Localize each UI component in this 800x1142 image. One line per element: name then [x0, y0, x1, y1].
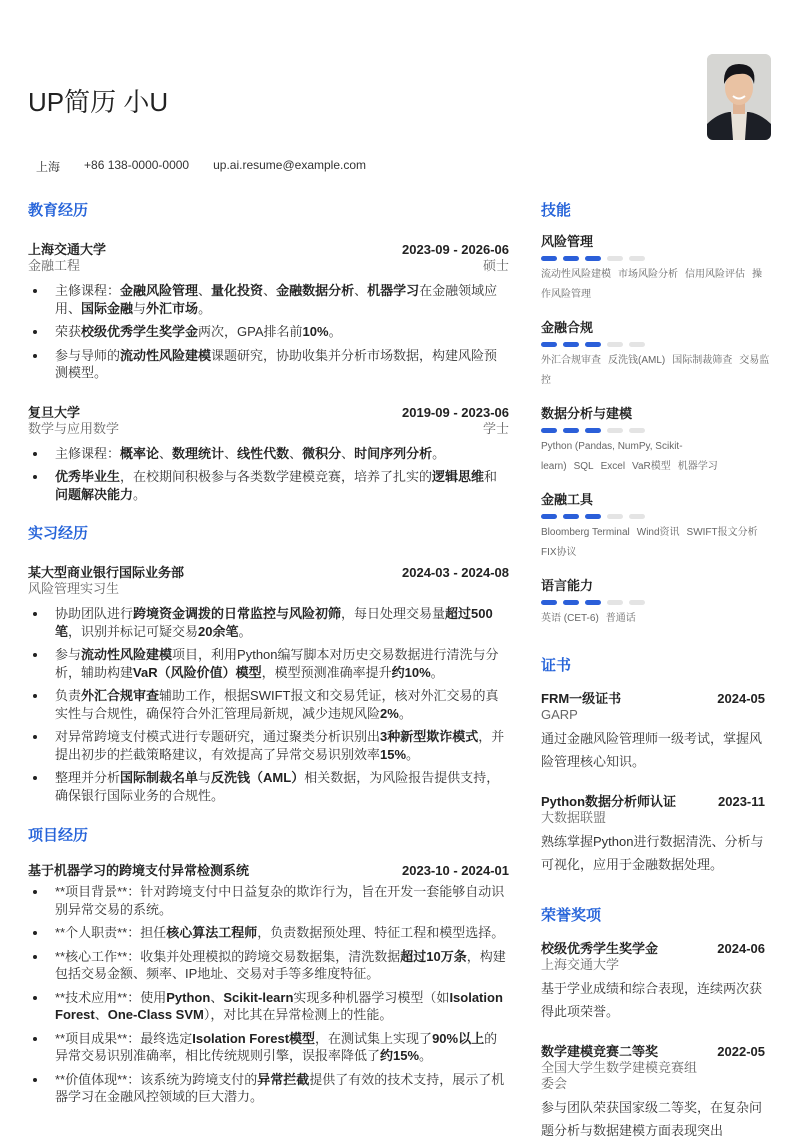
skill-item — [541, 577, 771, 629]
bold-text: 微积分 — [302, 445, 342, 461]
bold-text: 90%以上 — [432, 1030, 485, 1046]
entry-date: 2023-10 - 2024-01 — [402, 863, 509, 878]
bold-text: 15% — [380, 746, 407, 762]
skill-tag: 外汇合规审查 — [541, 355, 601, 366]
text: 。 — [419, 1048, 433, 1063]
entry-subtitle — [28, 421, 509, 437]
bold-text: 20余笔 — [198, 623, 239, 639]
bullet-item — [28, 468, 509, 503]
level-dot-empty — [629, 256, 645, 261]
level-dot-filled — [585, 342, 601, 347]
bold-text: 金融数据分析 — [276, 283, 355, 298]
level-dot-empty — [629, 342, 645, 347]
text: 。 — [133, 486, 147, 502]
skill-tags — [541, 609, 771, 629]
item-header — [541, 690, 771, 707]
text: ，每日处理交易量 — [341, 606, 446, 621]
item-date: 2023-11 — [718, 794, 765, 809]
text: 荣获 — [55, 324, 82, 339]
level-dot-filled — [541, 342, 557, 347]
skill-level-indicator — [541, 256, 771, 261]
entry-title: 基于机器学习的跨境支付异常检测系统 — [28, 863, 250, 878]
skill-name: 金融合规 — [541, 320, 594, 335]
text: ，负责数据预处理、特征工程和模型选择。 — [257, 925, 505, 940]
level-dot-filled — [585, 514, 601, 519]
item-title: Python数据分析师认证 — [541, 794, 677, 809]
skill-tag: 交易监控 — [541, 355, 770, 386]
projects-section — [28, 826, 509, 1106]
text: 整理并分析 — [55, 770, 121, 785]
text: 与 — [133, 300, 147, 316]
level-dot-filled — [541, 428, 557, 433]
section-title: 项目经历 — [28, 827, 89, 844]
bullet-item — [28, 728, 509, 763]
main-column — [28, 201, 509, 1112]
bold-text: 量化投资 — [211, 283, 264, 298]
awards-section — [541, 906, 771, 1142]
bullet-item — [28, 445, 509, 463]
profile-photo — [707, 54, 771, 140]
skill-level-indicator — [541, 514, 771, 519]
bullet-item — [28, 883, 509, 918]
entry — [28, 241, 509, 382]
item-title: 校级优秀学生奖学金 — [541, 941, 659, 956]
item-issuer: 大数据联盟 — [541, 810, 607, 825]
bold-text: 外汇市场 — [146, 300, 199, 316]
bold-text: 流动性风险建模 — [120, 347, 212, 363]
level-dot-filled — [563, 514, 579, 519]
level-dot-empty — [629, 428, 645, 433]
text: 。 — [328, 324, 342, 339]
bold-text: 时间序列分析 — [354, 445, 433, 461]
level-dot-empty — [607, 342, 623, 347]
skill-tag: 流动性风险建模 — [541, 269, 611, 280]
skill-tag: Wind资讯 — [636, 527, 680, 538]
bold-text: 跨境资金调拨的日常监控与风险初筛 — [133, 606, 342, 621]
skill-name: 金融工具 — [541, 492, 594, 507]
text: 、 — [94, 1007, 108, 1022]
text: 与 — [198, 770, 212, 785]
item-date: 2024-06 — [717, 941, 765, 956]
text: **项目背景**：针对跨境支付中日益复杂的欺诈行为，旨在开发一套能够自动识别异常交易的系统。 — [55, 884, 505, 917]
skill-level-indicator — [541, 428, 771, 433]
entry-role: 数学与应用数学 — [28, 420, 120, 436]
bold-text: 流动性风险建模 — [81, 647, 173, 662]
text: 、 — [198, 283, 212, 298]
entry-role: 风险管理实习生 — [28, 581, 120, 596]
bold-text: 反洗钱（AML） — [211, 770, 305, 785]
skill-item — [541, 405, 771, 477]
skill-tag: 机器学习 — [677, 461, 718, 472]
skill-tag: 国际制裁筛查 — [672, 355, 733, 366]
text: 的异常交易识别准确率，相比传统规则引擎，误报率降低了 — [55, 1030, 498, 1063]
entry-date: 2023-09 - 2026-06 — [402, 242, 509, 257]
text: **价值体现**：该系统为跨境支付的 — [55, 1071, 258, 1087]
level-dot-filled — [541, 600, 557, 605]
section-title: 技能 — [541, 202, 572, 219]
skill-tag: 市场风险分析 — [618, 269, 678, 280]
item-date: 2022-05 — [717, 1044, 765, 1059]
bold-text: 约10% — [391, 664, 431, 680]
level-dot-filled — [585, 256, 601, 261]
entry-header — [28, 564, 509, 581]
skill-level-indicator — [541, 342, 771, 347]
location: 上海 — [36, 160, 61, 174]
skill-tags — [541, 523, 771, 563]
text: 两次，GPA排名前 — [198, 324, 303, 339]
bold-text: Isolation Forest模型 — [192, 1030, 316, 1046]
section-title: 实习经历 — [28, 525, 89, 542]
entry — [28, 862, 509, 1106]
entry — [28, 564, 509, 804]
bold-text: 数理统计 — [172, 445, 225, 461]
bold-text: 国际金融 — [81, 300, 134, 316]
level-dot-filled — [585, 600, 601, 605]
skill-tag: VaR模型 — [632, 461, 671, 472]
bold-text: 约15% — [380, 1048, 420, 1063]
text: **个人职责**：担任 — [55, 925, 167, 940]
text: 、 — [263, 283, 277, 298]
entry-title: 复旦大学 — [28, 404, 81, 420]
skill-item — [541, 233, 771, 305]
level-dot-empty — [629, 600, 645, 605]
text: 、 — [354, 283, 368, 298]
level-dot-filled — [563, 256, 579, 261]
text: **项目成果**：最终选定 — [55, 1030, 193, 1046]
bold-text: 线性代数 — [237, 445, 290, 461]
text: 对异常跨境支付模式进行专题研究，通过聚类分析识别出 — [55, 729, 381, 744]
section-title: 荣誉奖项 — [541, 907, 602, 924]
bold-text: 逻辑思维 — [432, 469, 485, 484]
skill-tag: Python (Pandas, NumPy, Scikit-learn) — [541, 441, 683, 472]
item-issuer: 上海交通大学 — [541, 957, 620, 972]
text: 。 — [430, 664, 444, 680]
text: 项目，利用Python编写脚本对历史交易数据进行清洗与分析，辅助构建 — [55, 647, 499, 680]
text: ），对比其在异常检测上的性能。 — [203, 1007, 393, 1022]
level-dot-empty — [607, 256, 623, 261]
bold-text: 优秀毕业生 — [55, 469, 121, 484]
item-header — [541, 1043, 771, 1060]
text: 。 — [238, 623, 252, 639]
bullet-item — [28, 323, 509, 341]
bullet-list — [28, 445, 509, 504]
bullet-list — [28, 282, 509, 382]
entry — [28, 404, 509, 504]
bold-text: 校级优秀学生奖学金 — [81, 324, 199, 339]
bullet-item — [28, 605, 509, 640]
entry-header — [28, 862, 509, 879]
skill-item — [541, 319, 771, 391]
text: 。 — [398, 705, 412, 721]
item-issuer: GARP — [541, 707, 578, 722]
bold-text: 国际制裁名单 — [120, 770, 199, 785]
bold-text: Scikit-learn — [223, 989, 294, 1005]
award-item — [541, 690, 771, 773]
bold-text: VaR（风险价值）模型 — [133, 664, 262, 680]
entry-degree: 硕士 — [482, 258, 509, 273]
award-item — [541, 1043, 771, 1142]
skill-tag: SQL — [573, 461, 594, 472]
text: **技术应用**：使用 — [55, 989, 167, 1005]
skill-name: 语言能力 — [541, 578, 594, 593]
bold-text: Python — [166, 989, 211, 1005]
item-title: 数学建模竞赛二等奖 — [541, 1044, 659, 1059]
skill-tag: Excel — [600, 461, 626, 472]
phone: +86 138-0000-0000 — [84, 158, 190, 172]
level-dot-filled — [563, 342, 579, 347]
bullet-item — [28, 687, 509, 722]
award-item — [541, 793, 771, 876]
text: 、 — [210, 989, 224, 1005]
bullet-item — [28, 646, 509, 681]
level-dot-filled — [541, 256, 557, 261]
entry-header — [28, 241, 509, 258]
level-dot-filled — [563, 600, 579, 605]
skill-tag: SWIFT报文分析 — [686, 527, 758, 538]
certificates-section — [541, 656, 771, 876]
bold-text: 异常拦截 — [257, 1071, 310, 1087]
bold-text: 超过500笔 — [55, 606, 493, 639]
skill-item — [541, 491, 771, 563]
level-dot-empty — [607, 428, 623, 433]
text: 主修课程： — [55, 283, 121, 298]
entry-role: 金融工程 — [28, 258, 81, 273]
item-issuer: 全国大学生数学建模竞赛组委会 — [541, 1060, 698, 1091]
text: 。 — [406, 746, 420, 762]
bold-text: 概率论 — [120, 445, 160, 461]
side-column — [541, 201, 771, 1142]
bold-text: 3种新型欺诈模式 — [380, 729, 479, 744]
item-description: 基于学业成绩和综合表现，连续两次获得此项荣誉。 — [541, 981, 763, 1019]
text: 。 — [432, 445, 446, 461]
text: ，构建包括交易金额、频率、IP地址、交易对手等多维度特征。 — [55, 948, 506, 981]
award-item — [541, 940, 771, 1023]
text: 提供了有效的技术支持，展示了机器学习在金融风控领域的巨大潜力。 — [55, 1071, 505, 1104]
entry-subtitle — [28, 258, 509, 274]
level-dot-filled — [585, 428, 601, 433]
text: **核心工作**：收集并处理模拟的跨境交易数据集，清洗数据 — [55, 948, 401, 964]
entry-degree: 学士 — [482, 420, 509, 436]
text: 。 — [198, 300, 212, 316]
skill-tag: FIX协议 — [541, 547, 577, 558]
entry-title: 上海交通大学 — [28, 242, 107, 257]
text: 负责 — [55, 688, 82, 703]
bullet-item — [28, 282, 509, 317]
skill-tag: 普通话 — [605, 613, 636, 624]
bold-text: 2% — [380, 705, 399, 721]
skill-tag: 反洗钱(AML) — [608, 355, 666, 366]
bullet-list — [28, 605, 509, 804]
item-description: 参与团队荣获国家级二等奖，在复杂问题分析与数据建模方面表现突出 — [541, 1100, 763, 1138]
item-title: FRM一级证书 — [541, 691, 622, 706]
bold-text: One-Class SVM — [107, 1007, 204, 1022]
internship-section — [28, 524, 509, 804]
section-title: 证书 — [541, 657, 572, 674]
bullet-list — [28, 883, 509, 1106]
level-dot-empty — [607, 514, 623, 519]
text: ，识别并标记可疑交易 — [68, 623, 199, 639]
skill-level-indicator — [541, 600, 771, 605]
text: ，并提出初步的拦截策略建议，有效提高了异常交易识别效率 — [55, 729, 505, 762]
skill-tag: 信用风险评估 — [685, 269, 745, 280]
skills-section — [541, 201, 771, 629]
skill-tag: 英语 (CET-6) — [541, 613, 599, 624]
entry-date: 2024-03 - 2024-08 — [402, 565, 509, 580]
text: 主修课程： — [55, 445, 121, 461]
text: 参与导师的 — [55, 347, 121, 363]
candidate-name: UP简历 小U — [28, 87, 169, 117]
bold-text: 10% — [302, 324, 329, 339]
text: 、 — [159, 445, 173, 461]
bold-text: 机器学习 — [367, 283, 420, 298]
level-dot-empty — [629, 514, 645, 519]
level-dot-empty — [607, 600, 623, 605]
bullet-item — [28, 948, 509, 983]
text: ，模型预测准确率提升 — [261, 664, 392, 680]
level-dot-filled — [541, 514, 557, 519]
item-date: 2024-05 — [717, 691, 765, 706]
text: 、 — [289, 445, 303, 461]
bold-text: 金融风险管理 — [120, 283, 199, 298]
skill-name: 风险管理 — [541, 234, 594, 249]
bullet-item — [28, 924, 509, 942]
skill-tags — [541, 265, 771, 305]
skill-tags — [541, 351, 771, 391]
skill-tag: 操作风险管理 — [541, 269, 762, 300]
item-description: 通过金融风险管理师一级考试，掌握风险管理核心知识。 — [541, 731, 763, 769]
entry-header — [28, 404, 509, 421]
skill-tags — [541, 437, 771, 477]
bold-text: 外汇合规审查 — [81, 688, 160, 703]
text: 辅助工作，根据SWIFT报文和交易凭证，核对外汇交易的真实性与合规性，确保符合外汇管理局新规，减少违规风险 — [55, 688, 499, 721]
bold-text: 核心算法工程师 — [166, 925, 258, 940]
item-description: 熟练掌握Python进行数据清洗、分析与可视化，应用于金融数据处理。 — [541, 834, 764, 872]
contact-info — [36, 158, 366, 175]
bold-text: 问题解决能力 — [55, 486, 134, 502]
text: 协助团队进行 — [55, 606, 134, 621]
bullet-item — [28, 1030, 509, 1065]
item-header — [541, 793, 771, 810]
text: 、 — [341, 445, 355, 461]
text: 参与 — [55, 647, 82, 662]
bullet-item — [28, 989, 509, 1024]
bold-text: 超过10万条 — [400, 948, 467, 964]
bullet-item — [28, 347, 509, 382]
entry-subtitle — [28, 581, 509, 597]
text: 在金融领域应用、 — [55, 283, 498, 316]
text: ，在测试集上实现了 — [315, 1030, 433, 1046]
bullet-item — [28, 1071, 509, 1106]
skill-name: 数据分析与建模 — [541, 406, 633, 421]
email: up.ai.resume@example.com — [213, 158, 367, 172]
bullet-item — [28, 769, 509, 804]
text: 相关数据，为风险报告提供支持，确保银行国际业务的合规性。 — [55, 770, 500, 803]
text: ，在校期间积极参与各类数学建模竞赛，培养了扎实的 — [120, 469, 433, 484]
text: 实现多种机器学习模型（如 — [293, 989, 450, 1005]
text: 和 — [484, 469, 498, 484]
level-dot-filled — [563, 428, 579, 433]
text: 课题研究，协助收集并分析市场数据，构建风险预测模型。 — [55, 347, 498, 380]
education-section — [28, 201, 509, 503]
bold-text: Isolation Forest — [55, 989, 503, 1022]
entry-title: 某大型商业银行国际业务部 — [28, 565, 185, 580]
item-header — [541, 940, 771, 957]
skill-tag: Bloomberg Terminal — [541, 527, 630, 538]
entry-date: 2019-09 - 2023-06 — [402, 404, 509, 420]
text: 、 — [224, 445, 238, 461]
section-title: 教育经历 — [28, 202, 89, 219]
